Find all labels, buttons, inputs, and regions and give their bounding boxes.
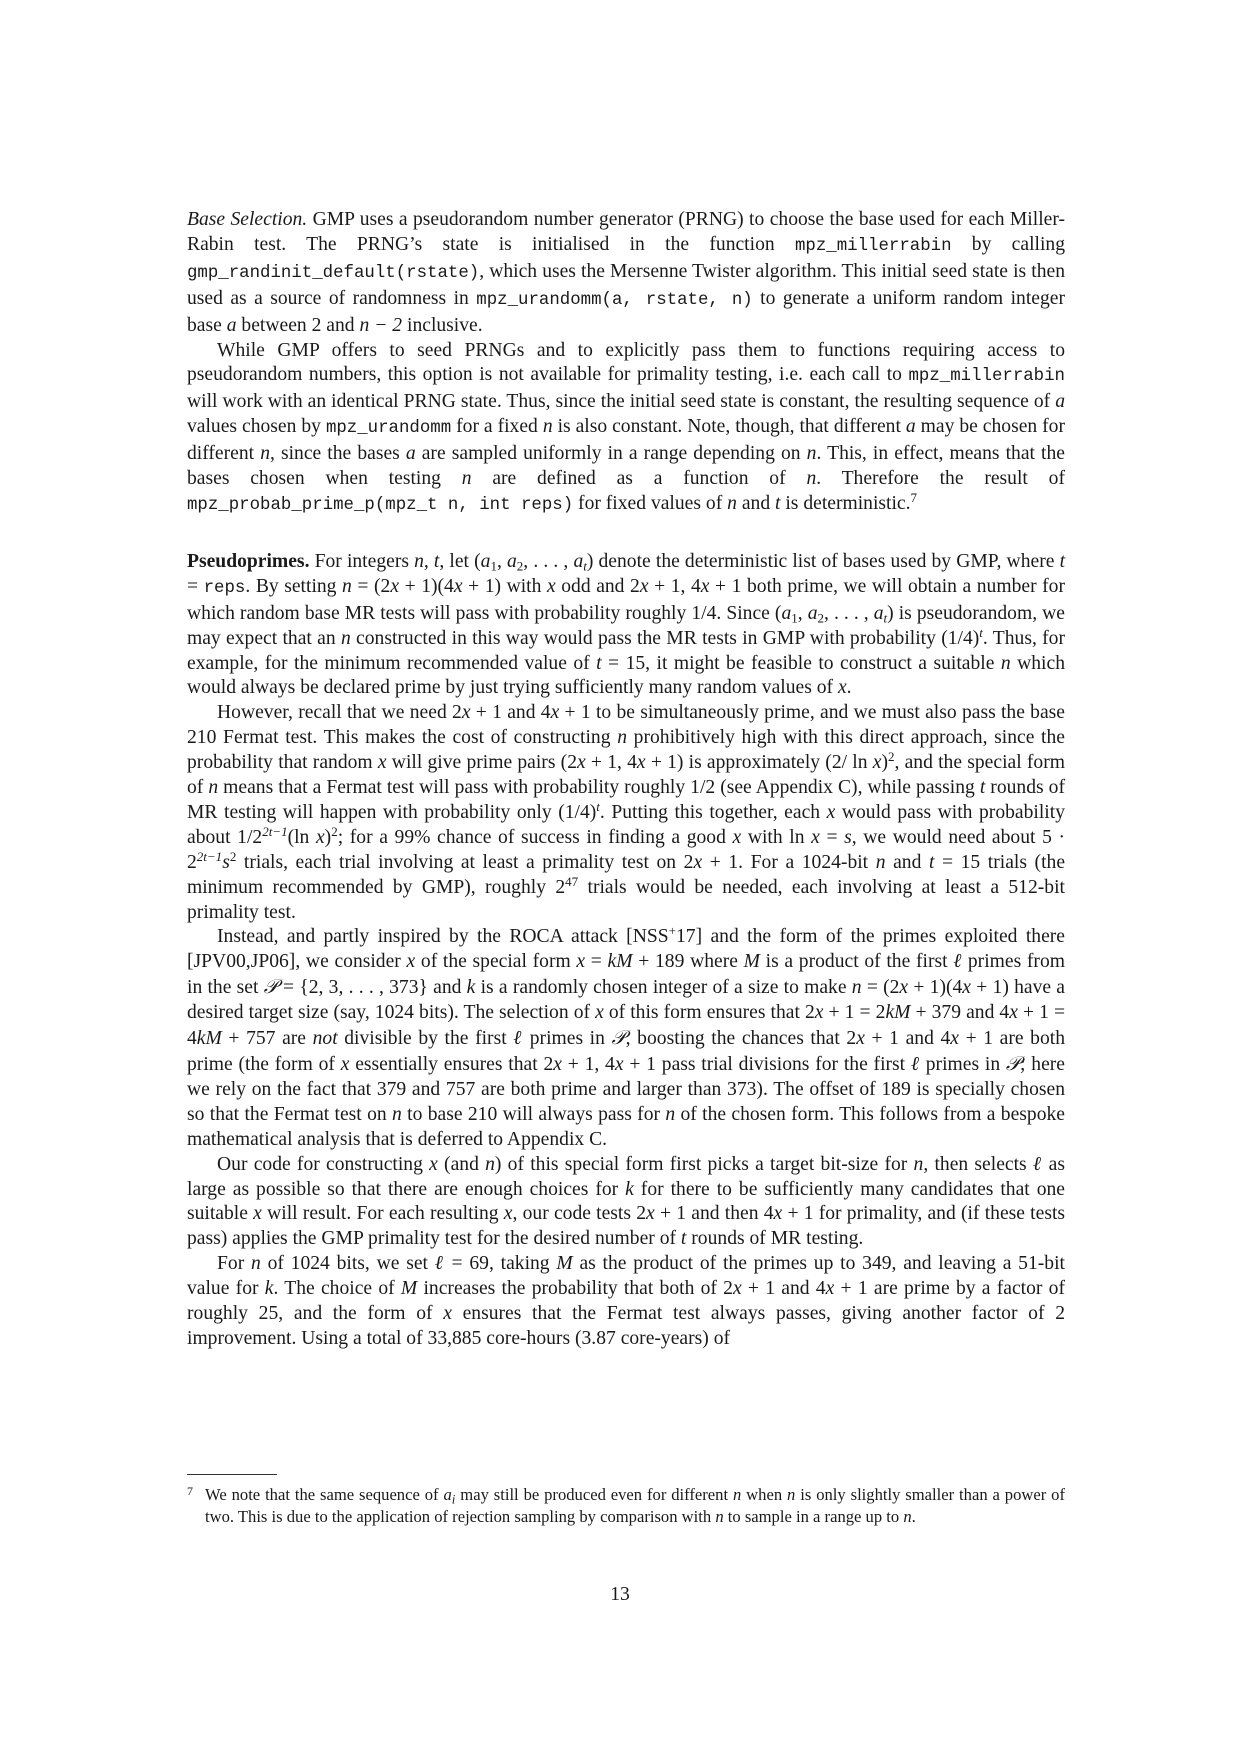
math-var: x xyxy=(646,1203,655,1225)
math-var: n xyxy=(251,1253,261,1275)
text-run: = xyxy=(187,575,204,597)
text-run: , xyxy=(496,550,507,572)
math-var: x xyxy=(872,752,882,774)
text-run: 17] and the form of the primes exploited there [JPV00,JP06], we consider xyxy=(187,926,1066,973)
text-run: as large as possible so that there are enough choices for xyxy=(187,1153,1065,1200)
superscript: 2 xyxy=(887,748,895,764)
text-run: = xyxy=(819,826,845,848)
text-run: is a randomly chosen integer of a size to make xyxy=(475,977,852,999)
text-run: , our code tests 2 xyxy=(512,1203,647,1225)
section-gap xyxy=(187,519,1065,550)
text-run: + 1)(4 xyxy=(908,977,963,999)
text-run: + 1 and then 4 xyxy=(654,1203,774,1225)
math-var: x xyxy=(503,1203,513,1225)
text-run: , then selects xyxy=(923,1153,1033,1175)
text-run: by calling xyxy=(951,233,1066,255)
superscript: 2t−1 xyxy=(196,848,223,864)
math-var: a xyxy=(781,602,792,624)
text-run: rounds of MR testing will happen with probability only (1/4) xyxy=(187,777,1065,823)
math-var: x xyxy=(595,1002,604,1024)
math-var: kM xyxy=(196,1028,222,1050)
text-run: + 1 both prime, we will obtain a number for which random base MR tests will pass with probability roughly 1/4. Since ( xyxy=(187,575,1065,624)
text-run: . Putting this together, each xyxy=(599,801,827,823)
text-run: rounds of MR testing. xyxy=(686,1228,864,1250)
text-run: ) is pseudorandom, we may expect that an xyxy=(187,602,1066,649)
text-run: ) xyxy=(881,752,888,774)
math-var: x xyxy=(899,977,909,999)
math-var: n xyxy=(806,468,817,490)
math-var: n xyxy=(392,1103,402,1125)
text-run: will give prime pairs (2 xyxy=(386,752,577,774)
math-var: ℓ xyxy=(910,1054,920,1075)
math-var: x xyxy=(700,575,710,597)
text-run: + 1 and 4 xyxy=(470,702,551,724)
code-run: reps xyxy=(203,578,246,598)
text-run: , let ( xyxy=(439,550,481,572)
math-var: n − 2 xyxy=(359,314,403,336)
paragraph xyxy=(187,701,1065,925)
math-var: a xyxy=(480,550,491,572)
paragraph xyxy=(187,1153,1065,1253)
text-run: would pass with probability about 1/2 xyxy=(187,801,1065,848)
text-run: of the special form xyxy=(415,951,577,973)
text-run: increases the probability that both of 2 xyxy=(417,1278,733,1300)
math-var: s xyxy=(844,826,852,848)
math-var: x xyxy=(340,1054,350,1075)
text-run: + 757 are xyxy=(221,1028,313,1050)
math-var: M xyxy=(556,1253,573,1275)
math-var: x xyxy=(811,826,820,848)
code-run: mpz_millerrabin xyxy=(908,367,1065,387)
math-var: n xyxy=(340,627,351,649)
subscript: 2 xyxy=(817,609,824,625)
text-run: , xyxy=(797,602,808,624)
math-var: k xyxy=(625,1178,634,1200)
math-var: s xyxy=(222,851,230,873)
code-run: mpz_probab_prime_p(mpz_t n, int reps) xyxy=(187,495,574,515)
math-var: M xyxy=(743,951,760,973)
text-run: = {2, 3, . . . , 373} and xyxy=(277,977,467,999)
superscript: 2 xyxy=(229,848,237,864)
math-var: n xyxy=(732,1485,742,1504)
subscript: t xyxy=(883,609,888,625)
text-run: to generate a uniform random integer base xyxy=(187,287,1065,336)
math-var: x xyxy=(315,826,325,848)
math-var: ℓ xyxy=(434,1253,445,1275)
math-var: x xyxy=(856,1028,865,1050)
text-run: for fixed values of xyxy=(573,492,728,514)
pseudoprimes-heading: Pseudoprimes. xyxy=(187,550,310,572)
math-var: kM xyxy=(607,951,633,973)
text-run: to sample in a range up to xyxy=(723,1507,904,1526)
text-run: are defined as a function of xyxy=(471,468,807,490)
math-var: x xyxy=(453,575,463,597)
text-run: ) of this special form first picks a target bit-size for xyxy=(494,1153,914,1175)
math-var: a xyxy=(873,602,884,624)
footnote-ref[interactable]: 7 xyxy=(910,489,918,505)
math-var: x xyxy=(550,702,560,724)
math-var: x xyxy=(639,575,649,597)
text-run: + 1 = 2 xyxy=(823,1002,886,1024)
code-run: mpz_urandomm(a, rstate, n) xyxy=(476,290,753,310)
subscript: i xyxy=(451,1491,456,1507)
text-run: ) denote the deterministic list of bases used by GMP, where xyxy=(586,550,1060,572)
superscript: + xyxy=(668,923,676,939)
math-var: ℓ xyxy=(1032,1153,1043,1175)
math-var: n, t xyxy=(414,550,440,572)
text-run: , . . . , xyxy=(824,602,874,624)
math-var: x xyxy=(825,1278,835,1300)
math-var: x xyxy=(962,977,971,999)
math-var: x xyxy=(577,752,586,774)
text-run: . This, in effect, means that the bases chosen when testing xyxy=(187,443,1065,490)
text-run: ; for a 99% chance of success in finding a good xyxy=(337,826,733,848)
text-run: + 379 and 4 xyxy=(910,1002,1010,1024)
math-var: n xyxy=(715,1507,724,1526)
text-run: + 1 for primality, and (if these tests pass) applies the GMP primality test for the desired number of xyxy=(187,1203,1066,1250)
math-var: n xyxy=(485,1153,495,1175)
code-run: mpz_millerrabin xyxy=(794,236,952,256)
math-var: t xyxy=(979,777,986,799)
math-var: x xyxy=(732,1278,742,1300)
text-run: will result. For each resulting xyxy=(261,1203,504,1225)
text-run: prohibitively high with this direct approach, since the probability that random xyxy=(187,727,1065,774)
math-var: x xyxy=(377,752,387,774)
math-set: 𝒫 xyxy=(1005,1052,1021,1075)
math-var: t xyxy=(1059,550,1066,572)
math-var: x xyxy=(443,1303,452,1325)
text-run: ) xyxy=(324,826,332,848)
text-run: which would always be declared prime by just trying sufficiently many random values of xyxy=(187,652,1065,699)
emphasis: not xyxy=(312,1028,338,1050)
text-run: (and xyxy=(437,1153,486,1175)
paragraph xyxy=(187,550,1065,701)
text-run: + 1 and 4 xyxy=(864,1028,951,1050)
math-var: t xyxy=(596,652,602,674)
math-var: n xyxy=(617,727,627,749)
text-run: are sampled uniformly in a range depending on xyxy=(415,443,807,465)
math-var: x xyxy=(429,1153,438,1175)
math-var: ℓ xyxy=(513,1028,524,1050)
math-var: x xyxy=(826,801,836,823)
subscript: 1 xyxy=(490,558,497,574)
text-run: + 1)(4 xyxy=(399,575,454,597)
math-var: x xyxy=(461,702,471,724)
text-run: divisible by the first xyxy=(337,1028,514,1050)
math-var: x xyxy=(406,951,416,973)
text-run: of 1024 bits, we set xyxy=(260,1253,435,1275)
text-run: + 1, 4 xyxy=(648,575,701,597)
math-var: n xyxy=(342,575,352,597)
superscript: 2t−1 xyxy=(262,823,288,839)
text-run: , which uses the Mersenne Twister algorithm. This initial seed state is then used as a source of randomness in xyxy=(187,260,1065,309)
page-number: 13 xyxy=(610,1584,630,1605)
text-run: + 1 are both prime (the form of xyxy=(187,1028,1066,1075)
math-var: ℓ xyxy=(953,951,963,973)
math-var: x xyxy=(546,575,556,597)
text-run: . The choice of xyxy=(273,1278,401,1300)
text-run: = (2 xyxy=(351,575,391,597)
base-selection-heading: Base Selection. xyxy=(187,209,308,230)
text-run: , . . . , xyxy=(523,550,574,572)
math-var: n xyxy=(787,1485,796,1504)
math-var: k xyxy=(466,977,476,999)
math-var: M xyxy=(400,1278,418,1300)
code-run: gmp_randinit_default(rstate) xyxy=(187,263,480,283)
math-var: n xyxy=(461,468,472,490)
superscript: 47 xyxy=(565,873,579,889)
text-run: + 1 to be simultaneously prime, and we must also pass the base 210 Fermat test. This makes the cost of constructing xyxy=(187,702,1066,749)
text-run: . xyxy=(911,1507,916,1526)
text-run: + 1. For a 1024-bit xyxy=(702,851,876,873)
text-run: However, recall that we need 2 xyxy=(217,702,462,724)
text-run: as the product of the primes up to 349, and leaving a 51-bit value for xyxy=(187,1253,1065,1300)
text-run: , since the bases xyxy=(269,443,406,465)
math-var: a xyxy=(443,1485,452,1504)
text-run: primes in xyxy=(523,1028,612,1050)
math-var: n xyxy=(727,492,737,514)
text-run: is deterministic. xyxy=(780,492,911,514)
math-var: x xyxy=(576,951,586,973)
math-var: n xyxy=(542,416,553,438)
text-run: GMP uses a pseudorandom number generator (PRNG) to choose the base used for each Miller-Rabin test. The PRNG’s state is initialised in the function xyxy=(187,209,1065,255)
text-run: (ln xyxy=(287,826,316,848)
text-run: ensures that the Fermat test always passes, giving another factor of 2 improvement. Using a total of 33,885 core-hours (3.87 core-years) of xyxy=(187,1303,1065,1349)
math-var: n xyxy=(260,443,270,465)
text-run: . xyxy=(846,677,852,699)
text-run: + 1, 4 xyxy=(561,1054,615,1075)
text-run: = 15 trials (the minimum recommended by GMP), roughly 2 xyxy=(187,851,1066,898)
math-var: t xyxy=(775,492,781,514)
math-var: a xyxy=(807,602,818,624)
subscript: 1 xyxy=(791,609,798,625)
text-run: odd and 2 xyxy=(555,575,640,597)
text-run: of the chosen form. This follows from a bespoke mathematical analysis that is deferred to Appendix C. xyxy=(187,1103,1065,1150)
text-run: is also constant. Note, though, that different xyxy=(552,416,906,438)
math-var: n xyxy=(851,977,862,999)
text-run: inclusive. xyxy=(402,314,483,336)
text-run: trials, each trial involving at least a primality test on 2 xyxy=(236,851,694,873)
text-run: + 1 pass trial divisions for the first xyxy=(623,1054,911,1075)
math-var: k xyxy=(264,1278,274,1300)
math-var: kM xyxy=(885,1002,911,1024)
text-run: and xyxy=(736,492,776,514)
text-run: For xyxy=(217,1253,251,1275)
math-var: n xyxy=(875,851,886,873)
math-var: x xyxy=(773,1203,783,1225)
paragraph xyxy=(187,339,1065,519)
paragraph xyxy=(187,925,1065,1152)
text-run: may be chosen for different xyxy=(187,416,1065,465)
math-var: n xyxy=(1000,652,1011,674)
footnote-rule xyxy=(187,1474,277,1475)
text-run: + 1, 4 xyxy=(585,752,637,774)
math-var: a xyxy=(1055,391,1065,413)
text-run: is only slightly smaller than a power of two. This is due to the application of rejection sampling by comparison with xyxy=(205,1485,1065,1526)
text-run: + 1 and 4 xyxy=(741,1278,826,1300)
superscript: t xyxy=(596,798,600,814)
math-var: x xyxy=(837,677,847,699)
math-var: a xyxy=(405,443,416,465)
footnote-mark: 7 xyxy=(187,1484,193,1498)
text-run: For integers xyxy=(309,550,415,572)
math-var: x xyxy=(950,1028,959,1050)
text-run: may still be produced even for different xyxy=(455,1485,733,1504)
text-run: will work with an identical PRNG state. Thus, since the initial seed state is constant, the resulting sequence of xyxy=(187,391,1056,413)
text-run: for there to be sufficiently many candidates that one suitable xyxy=(187,1178,1065,1225)
math-var: x xyxy=(253,1203,262,1225)
page-body xyxy=(187,208,1065,1352)
text-run: + 1) have a desired target size (say, 1024 bits). The selection of xyxy=(187,977,1065,1024)
math-set: 𝒫 xyxy=(263,975,278,999)
math-var: a xyxy=(905,416,916,438)
text-run: between 2 and xyxy=(236,314,360,336)
text-run: primes in xyxy=(919,1054,1006,1075)
text-run: While GMP offers to seed PRNGs and to explicitly pass them to functions requiring access to pseudorandom numbers, this option is not available for primality testing, i.e. each call to xyxy=(187,339,1065,386)
text-run: = 69, taking xyxy=(444,1253,557,1275)
math-var: x xyxy=(732,826,742,848)
code-run: mpz_urandomm xyxy=(325,419,452,439)
math-var: n xyxy=(913,1153,924,1175)
math-var: a xyxy=(226,314,237,336)
text-run: , and the special form of xyxy=(187,752,1065,799)
text-run: , boosting the chances that 2 xyxy=(625,1028,857,1050)
math-var: x xyxy=(614,1054,624,1075)
text-run: of this form ensures that 2 xyxy=(603,1002,815,1024)
math-var: n xyxy=(903,1507,912,1526)
math-var: a xyxy=(507,550,517,572)
math-var: n xyxy=(665,1103,676,1125)
text-run: . Therefore the result of xyxy=(816,468,1065,490)
text-run: . By setting xyxy=(245,575,343,597)
subscript: 2 xyxy=(516,558,524,574)
math-set: 𝒫 xyxy=(611,1026,626,1050)
text-run: We note that the same sequence of xyxy=(205,1485,444,1504)
superscript: 2 xyxy=(331,823,338,839)
math-var: n xyxy=(806,443,817,465)
text-run: values chosen by xyxy=(187,416,326,438)
math-var: a xyxy=(573,550,584,572)
text-run: primes from in the set xyxy=(187,951,1065,999)
text-run: and xyxy=(885,851,929,873)
text-run: + 189 where xyxy=(632,951,744,973)
math-var: t xyxy=(680,1228,687,1250)
text-run: ; here we rely on the fact that 379 and 757 are both prime and larger than 373). The offset of 189 is specially chosen so that the Fermat test on xyxy=(187,1054,1065,1125)
text-run: trials would be needed, each involving at least a 512-bit primality test. xyxy=(187,876,1065,923)
text-run: + 1) is approximately (2/ ln xyxy=(645,752,873,774)
math-var: n xyxy=(208,777,219,799)
subscript: t xyxy=(583,558,587,574)
text-run: is a product of the first xyxy=(759,951,954,973)
math-var: x xyxy=(553,1054,562,1075)
text-run: Our code for constructing xyxy=(217,1153,430,1175)
footnote-text xyxy=(205,1484,1065,1528)
paragraph xyxy=(187,208,1065,339)
text-run: = xyxy=(585,951,608,973)
text-run: for a fixed xyxy=(451,416,543,438)
text-run: means that a Fermat test will pass with probability roughly 1/2 (see Appendix C), while passing xyxy=(218,777,980,799)
math-var: t xyxy=(928,851,935,873)
text-run: , we would need about 5 · 2 xyxy=(187,826,1065,873)
text-run: = 15, it might be feasible to construct a suitable xyxy=(601,652,1001,674)
text-run: + 1 = 4 xyxy=(187,1002,1066,1050)
math-var: x xyxy=(390,575,400,597)
text-run: Instead, and partly inspired by the ROCA attack [NSS xyxy=(217,926,669,948)
text-run: when xyxy=(741,1485,788,1504)
text-run: + 1 are prime by a factor of roughly 25, and the form of xyxy=(187,1278,1065,1325)
text-run: + 1) with xyxy=(462,575,547,597)
text-run: . Thus, for example, for the minimum recommended value of xyxy=(187,627,1065,674)
math-var: x xyxy=(814,1002,824,1024)
paragraph xyxy=(187,1252,1065,1352)
math-var: x xyxy=(693,851,703,873)
text-run: constructed in this way would pass the MR tests in GMP with probability (1/4) xyxy=(350,627,980,649)
text-run: with ln xyxy=(741,826,812,848)
math-var: x xyxy=(1009,1002,1018,1024)
text-run: essentially ensures that 2 xyxy=(349,1054,554,1075)
text-run: = (2 xyxy=(861,977,900,999)
text-run: to base 210 will always pass for xyxy=(401,1103,666,1125)
superscript: t xyxy=(979,624,983,640)
footnote xyxy=(187,1484,1065,1528)
math-var: x xyxy=(636,752,646,774)
